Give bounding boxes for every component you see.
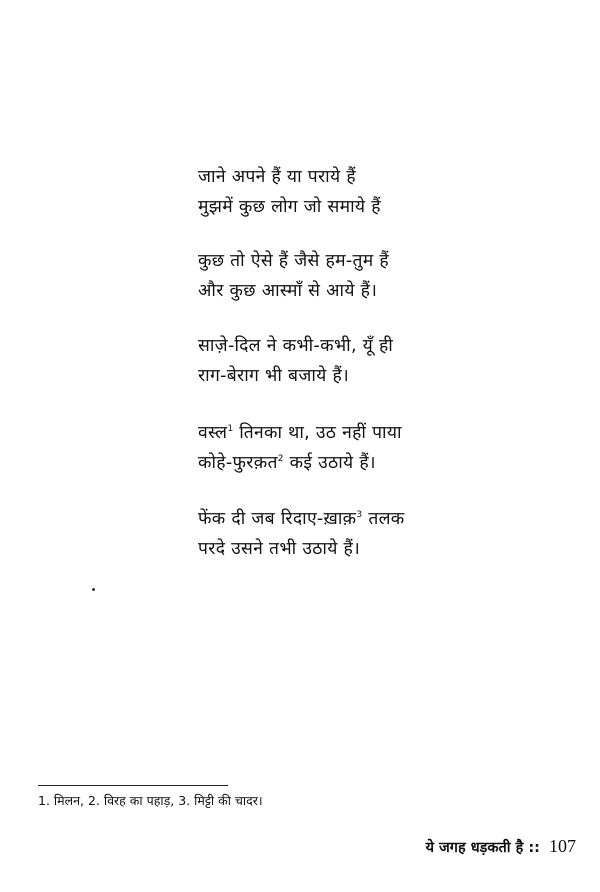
- poem-line: मुझमें कुछ लोग जो समाये हैं: [198, 197, 381, 217]
- poem-line: [198, 504, 438, 534]
- line-text: कोहे-फुरक़त: [198, 453, 278, 473]
- poem-line: साज़े-दिल ने कभी-कभी, यूँ ही: [198, 336, 394, 356]
- poem-line: कुछ तो ऐसे हैं जैसे हम-तुम हैं: [198, 251, 390, 271]
- running-footer: [426, 836, 576, 857]
- poem-stanza-4: [198, 418, 438, 478]
- line-text: फेंक दी जब रिदाए-ख़ाक़: [198, 509, 357, 529]
- poem-line: [198, 418, 438, 448]
- line-text: वस्ल: [198, 423, 228, 443]
- footnote-marker: 2: [277, 454, 284, 465]
- poem-line: परदे उसने तभी उठाये हैं।: [198, 539, 361, 559]
- poem-stanza-2: [198, 246, 438, 306]
- poem-line: जाने अपने हैं या पराये हैं: [198, 167, 356, 187]
- poem-stanza-5: [198, 504, 438, 564]
- footnote-marker: 3: [356, 510, 363, 521]
- page-number: 107: [549, 836, 576, 856]
- line-text: तलक: [362, 509, 405, 529]
- line-text: तिनका था, उठ नहीं पाया: [233, 423, 402, 443]
- poem-line: राग-बेराग भी बजाये हैं।: [198, 366, 349, 386]
- footnote-text: 1. मिलन, 2. विरह का पहाड़, 3. मिट्टी की चादर।: [38, 793, 263, 808]
- poem-stanza-3: [198, 331, 438, 391]
- poem-line: [198, 448, 438, 478]
- book-title: ये जगह धड़कती है ::: [425, 840, 540, 856]
- line-text: कई उठाये हैं।: [283, 453, 376, 473]
- footnote-divider: [38, 785, 228, 786]
- print-speck: [92, 588, 95, 591]
- poem-line: और कुछ आस्माँ से आये हैं।: [198, 281, 378, 301]
- poem-stanza-1: [198, 162, 438, 222]
- footnote-marker: 1: [227, 424, 234, 435]
